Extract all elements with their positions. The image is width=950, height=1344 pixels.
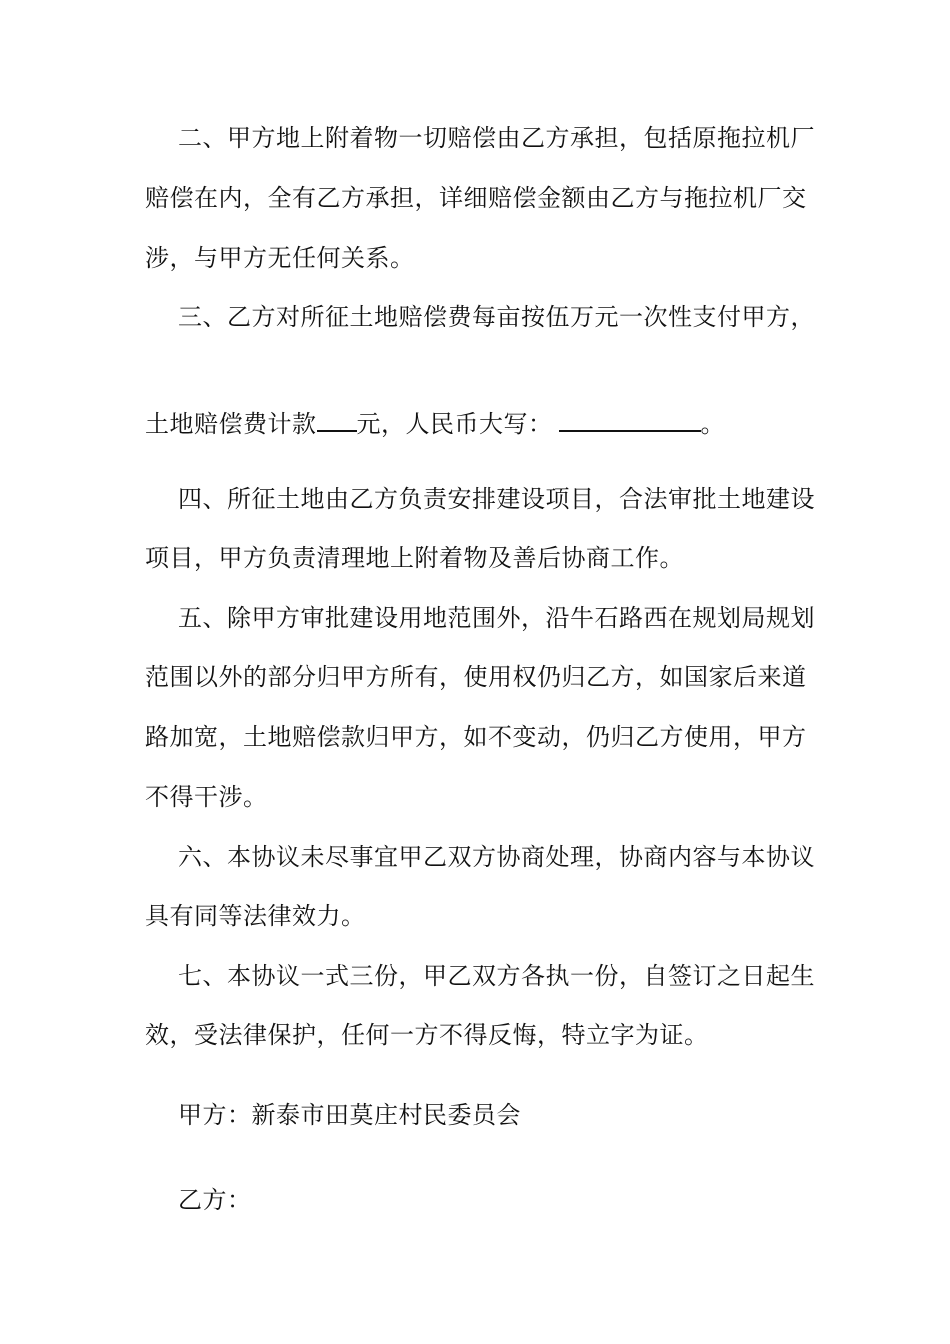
clause-3-line-2 xyxy=(145,408,825,439)
clause-6-line-1: 六、本协议未尽事宜甲乙双方协商处理，协商内容与本协议 xyxy=(178,843,815,871)
party-a-signature: 甲方：新泰市田莫庄村民委员会 xyxy=(178,1101,521,1129)
payment-words-blank xyxy=(559,408,701,432)
payment-amount-blank xyxy=(317,408,357,432)
clause-5-line-3: 路加宽，土地赔偿款归甲方，如不变动，仍归乙方使用，甲方 xyxy=(145,723,807,751)
clause-5-line-4: 不得干涉。 xyxy=(145,783,268,811)
clause-7-line-2: 效，受法律保护，任何一方不得反悔，特立字为证。 xyxy=(145,1021,709,1049)
clause-2-line-2: 赔偿在内，全有乙方承担，详细赔偿金额由乙方与拖拉机厂交 xyxy=(145,184,807,212)
clause-7-line-1: 七、本协议一式三份，甲乙双方各执一份，自签订之日起生 xyxy=(178,962,815,990)
payment-amount-label: 土地赔偿费计款 xyxy=(145,410,317,438)
clause-6-line-2: 具有同等法律效力。 xyxy=(145,902,366,930)
payment-words-label: 元，人民币大写： xyxy=(356,410,553,438)
clause-3-line-1: 三、乙方对所征土地赔偿费每亩按伍万元一次性支付甲方， xyxy=(178,303,815,331)
clause-5-line-2: 范围以外的部分归甲方所有，使用权仍归乙方，如国家后来道 xyxy=(145,663,807,691)
clause-4-line-2: 项目，甲方负责清理地上附着物及善后协商工作。 xyxy=(145,544,684,572)
clause-4-line-1: 四、所征土地由乙方负责安排建设项目，合法审批土地建设 xyxy=(178,485,815,513)
clause-2-line-1: 二、甲方地上附着物一切赔偿由乙方承担，包括原拖拉机厂 xyxy=(178,124,815,152)
clause-2-line-3: 涉，与甲方无任何关系。 xyxy=(145,244,415,272)
party-b-signature: 乙方： xyxy=(178,1186,252,1214)
sentence-end: 。 xyxy=(700,410,725,438)
clause-5-line-1: 五、除甲方审批建设用地范围外，沿牛石路西在规划局规划 xyxy=(178,604,815,632)
